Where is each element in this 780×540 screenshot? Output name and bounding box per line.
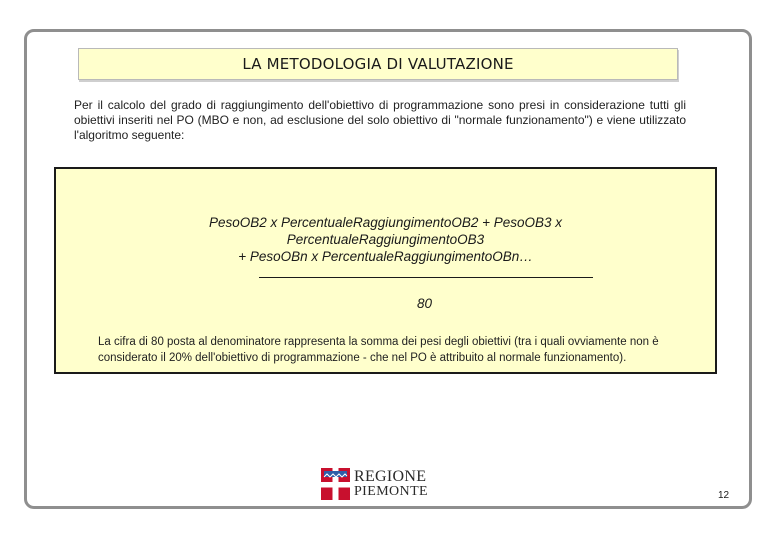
intro-paragraph: Per il calcolo del grado di raggiungimento dell'obiettivo di programmazione sono presi in considerazione tutti gli obiettivi inseriti nel PO (MBO e non, ad esclusione del solo obiettivo di "normale funzionamento") e viene utilizzato l'algoritmo seguente: xyxy=(74,98,686,142)
regione-piemonte-logo xyxy=(321,468,428,500)
logo-text-piemonte: PIEMONTE xyxy=(354,484,428,499)
page-number: 12 xyxy=(718,490,730,501)
logo-text-regione: REGIONE xyxy=(354,468,427,485)
formula-box xyxy=(54,167,717,374)
regione-piemonte-crest-icon xyxy=(321,468,350,500)
title-box xyxy=(78,48,678,80)
slide-title: LA METODOLOGIA DI VALUTAZIONE xyxy=(242,55,514,73)
fraction-bar xyxy=(259,277,593,278)
formula-note: La cifra di 80 posta al denominatore rappresenta la somma dei pesi degli obiettivi (tra i quali ovviamente non è considerato il 20% dell'obiettivo di programmazione - che nel PO è attribuito al normale funzionamento). xyxy=(98,336,659,364)
formula-numerator-line-3: + PesoOBn x PercentualeRaggiungimentoOBn… xyxy=(238,249,533,264)
formula-numerator-line-1: PesoOB2 x PercentualeRaggiungimentoOB2 + PesoOB3 x xyxy=(208,215,563,230)
formula-numerator-line-2: PercentualeRaggiungimentoOB3 xyxy=(286,232,485,247)
formula-denominator: 80 xyxy=(417,296,433,311)
